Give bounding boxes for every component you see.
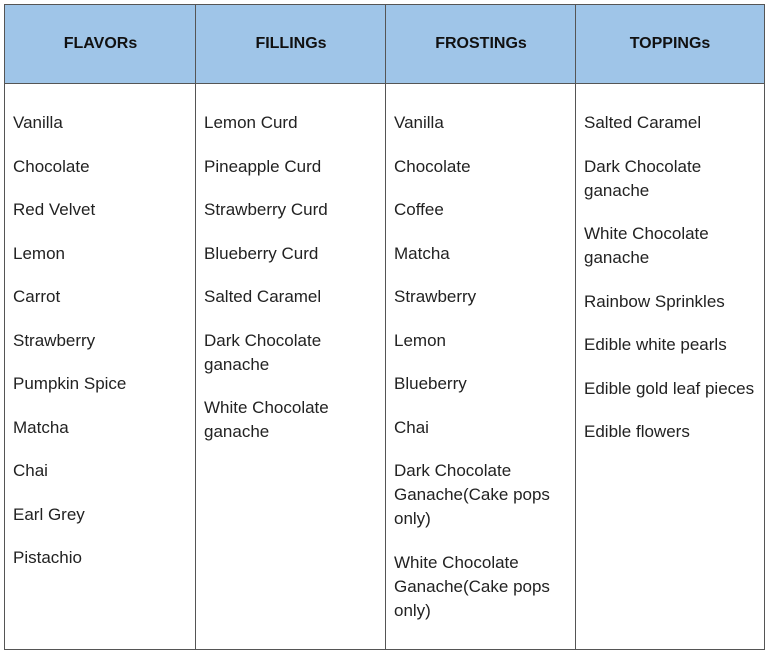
frosting-item: Lemon bbox=[394, 330, 446, 350]
flavor-item: Matcha bbox=[13, 417, 69, 437]
filling-item: Salted Caramel bbox=[204, 287, 322, 306]
topping-item: Edible gold leaf pieces bbox=[584, 378, 755, 398]
options-table bbox=[4, 4, 765, 650]
filling-item: Pineapple Curd bbox=[204, 156, 322, 176]
toppings-cell bbox=[576, 84, 764, 464]
flavor-item: Red Velvet bbox=[13, 200, 96, 219]
topping-item: White Chocolate ganache bbox=[584, 224, 709, 267]
topping-item: Dark Chocolate ganache bbox=[584, 156, 702, 200]
flavor-item: Carrot bbox=[13, 287, 61, 306]
flavor-item: Chai bbox=[13, 461, 48, 480]
flavor-item: Strawberry bbox=[13, 330, 96, 350]
frosting-item: Chai bbox=[394, 417, 429, 437]
flavor-item: Earl Grey bbox=[13, 504, 85, 524]
flavor-item: Lemon bbox=[13, 243, 65, 263]
flavor-item: Pumpkin Spice bbox=[13, 374, 127, 393]
flavor-item: Pistachio bbox=[13, 548, 82, 567]
filling-item: Dark Chocolate ganache bbox=[204, 330, 322, 374]
header-fillings: FILLINGs bbox=[255, 35, 327, 52]
flavor-item: Chocolate bbox=[13, 156, 90, 176]
frosting-item: Strawberry bbox=[394, 287, 477, 306]
topping-item: Salted Caramel bbox=[584, 113, 702, 132]
topping-item: Edible flowers bbox=[584, 422, 690, 441]
flavor-item: Vanilla bbox=[13, 113, 63, 132]
filling-item: Blueberry Curd bbox=[204, 243, 319, 263]
topping-item: Rainbow Sprinkles bbox=[584, 291, 725, 311]
frosting-item: Vanilla bbox=[394, 113, 444, 132]
filling-item: White Chocolate ganache bbox=[204, 398, 329, 441]
fillings-cell bbox=[196, 84, 386, 464]
flavors-cell bbox=[5, 84, 196, 590]
filling-item: Lemon Curd bbox=[204, 113, 298, 132]
header-toppings: TOPPINGs bbox=[629, 35, 711, 52]
frosting-item: Dark Chocolate Ganache(Cake pops only) bbox=[394, 461, 550, 528]
topping-item: Edible white pearls bbox=[584, 335, 727, 354]
frosting-item: Blueberry bbox=[394, 374, 467, 393]
frosting-item: White Chocolate Ganache(Cake pops only) bbox=[394, 552, 550, 620]
frosting-item: Matcha bbox=[394, 243, 450, 263]
filling-item: Strawberry Curd bbox=[204, 200, 328, 219]
frostings-cell bbox=[386, 84, 576, 642]
header-flavors: FLAVORs bbox=[63, 35, 138, 52]
frosting-item: Coffee bbox=[394, 200, 444, 219]
frosting-item: Chocolate bbox=[394, 156, 471, 176]
header-frostings: FROSTINGs bbox=[435, 35, 527, 52]
